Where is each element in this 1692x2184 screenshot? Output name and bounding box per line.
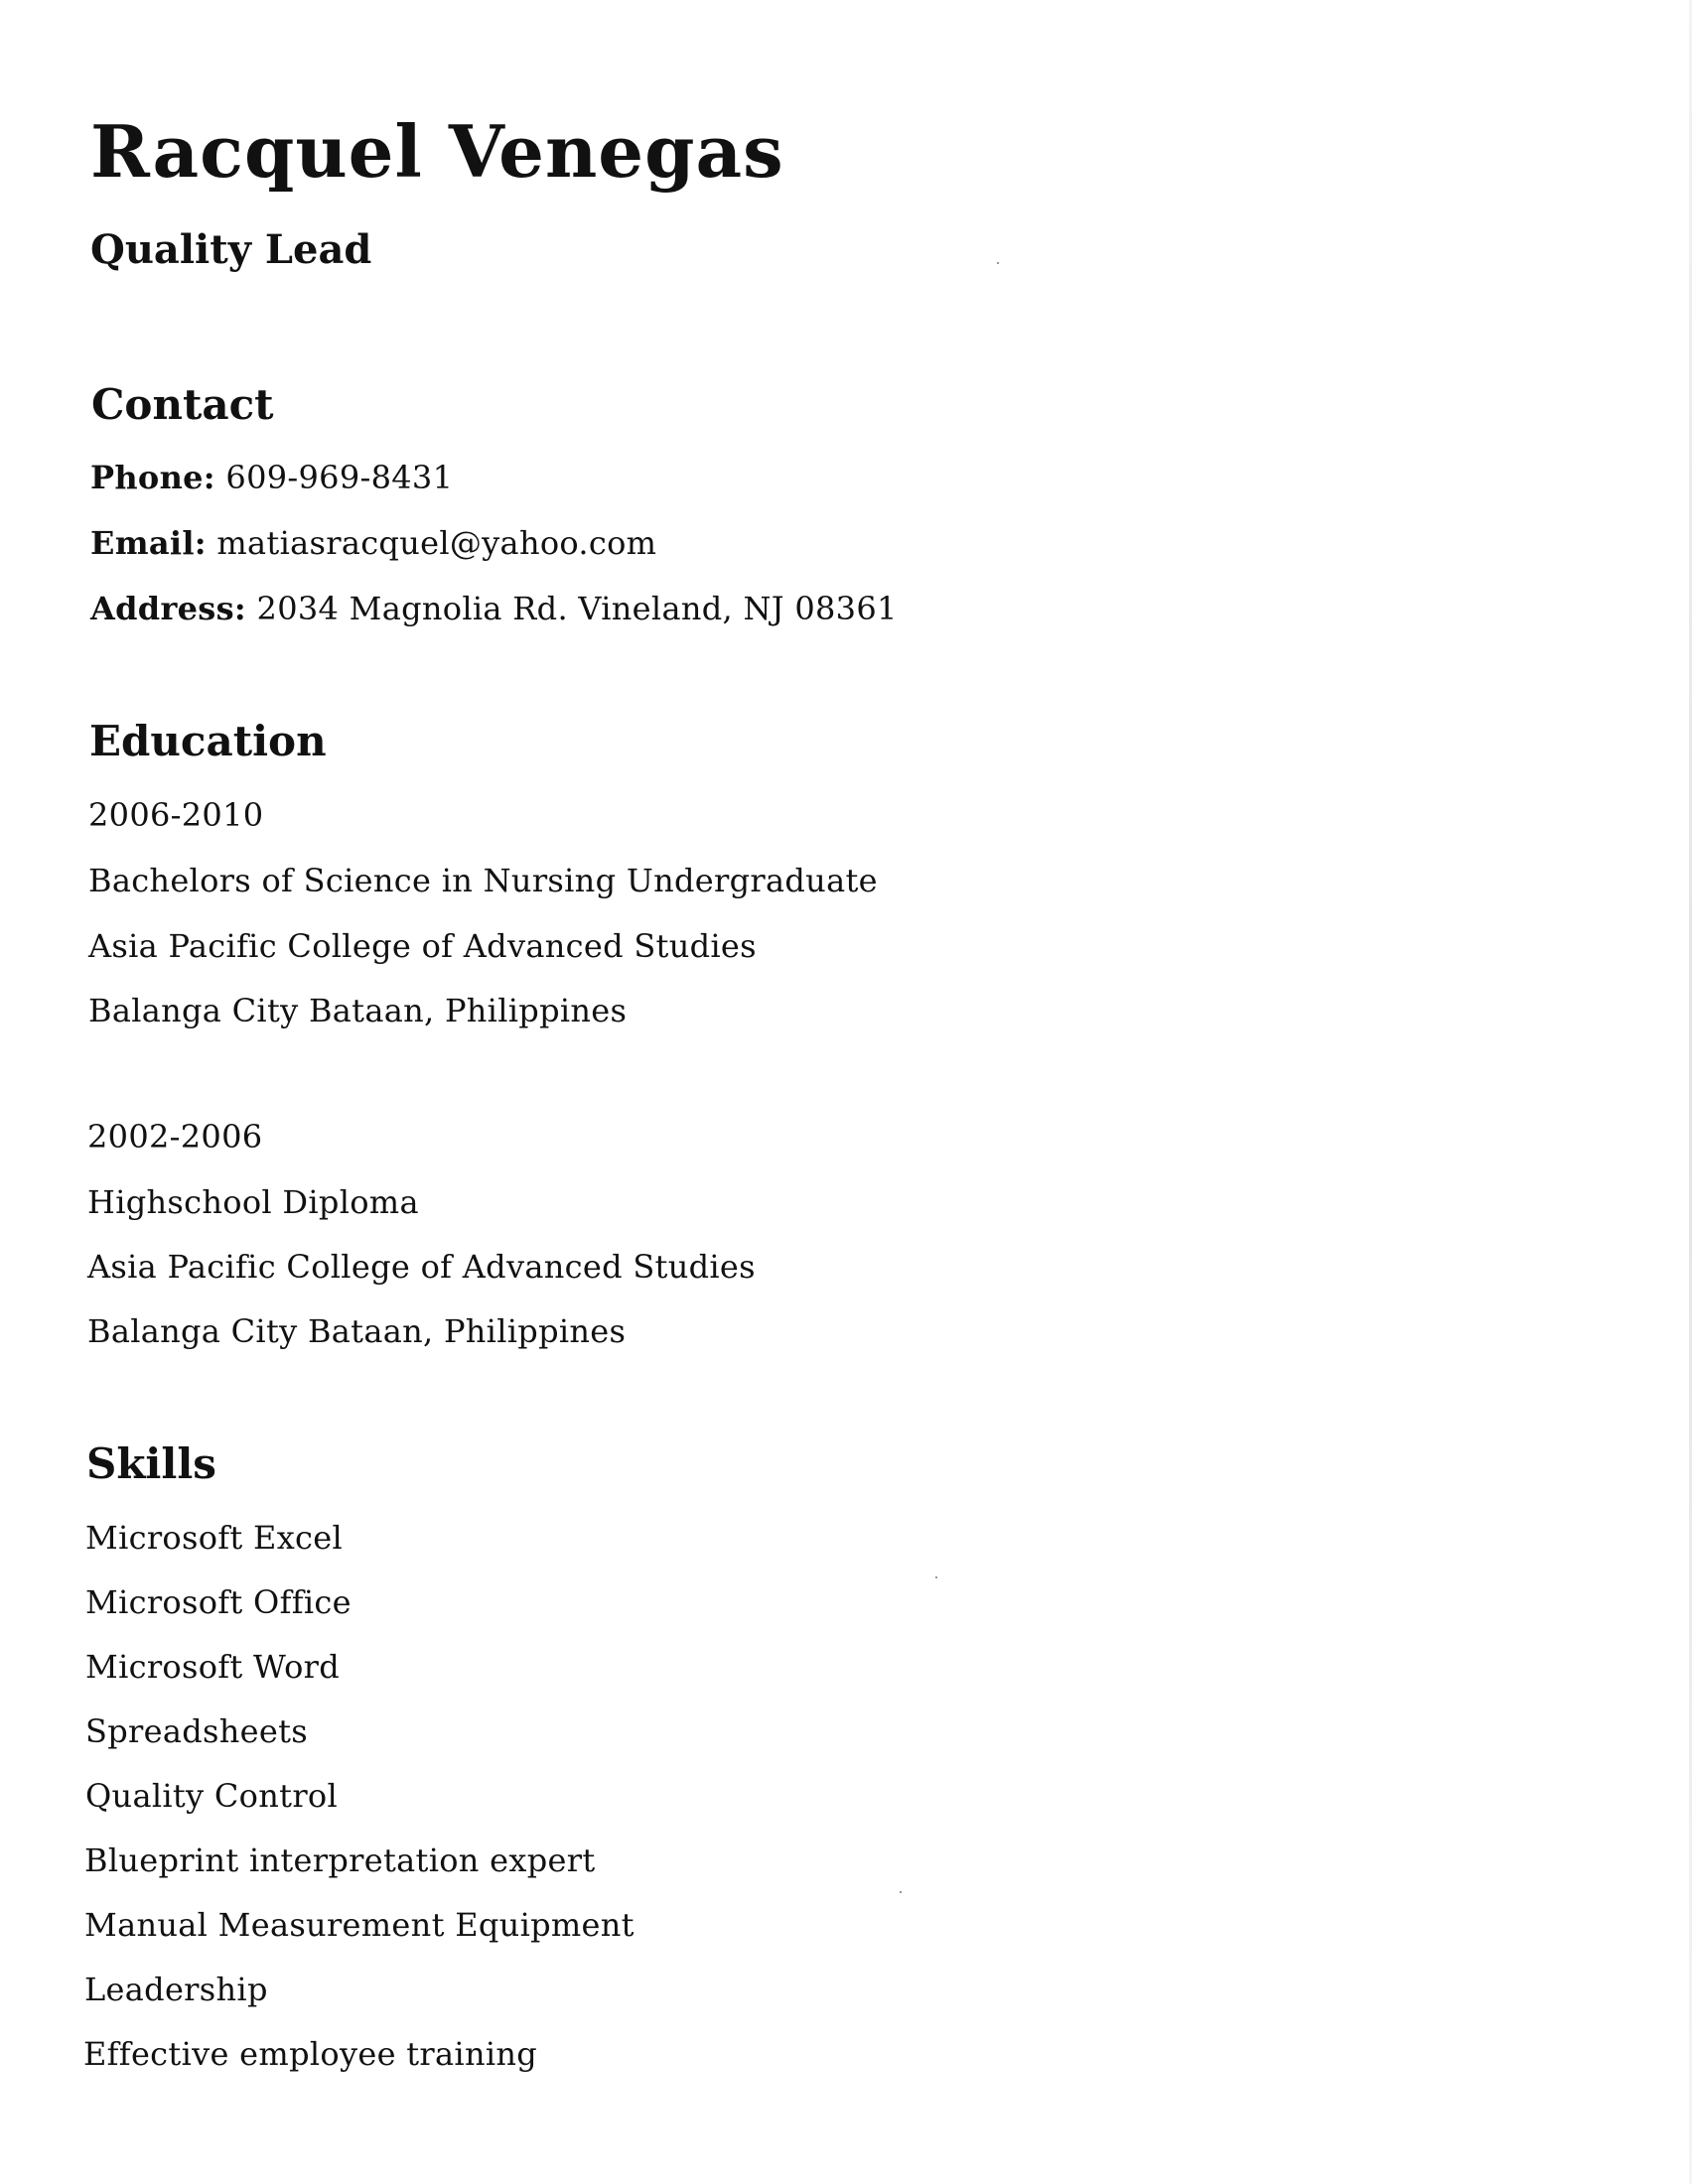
education-years: 2006-2010 xyxy=(88,796,264,834)
education-years: 2002-2006 xyxy=(87,1118,263,1156)
phone-line xyxy=(90,457,453,498)
education-degree: Highschool Diploma xyxy=(87,1183,419,1221)
address-value: 2034 Magnolia Rd. Vineland, NJ 08361 xyxy=(256,590,898,627)
email-value: matiasracquel@yahoo.com xyxy=(216,524,657,562)
skill-item: Microsoft Word xyxy=(85,1648,341,1686)
scan-speck xyxy=(935,1576,937,1578)
contact-heading: Contact xyxy=(91,380,274,429)
skill-item: Spreadsheets xyxy=(85,1712,308,1750)
education-location: Balanga City Bataan, Philippines xyxy=(87,1312,627,1350)
phone-value: 609-969-8431 xyxy=(225,459,454,496)
skill-item: Microsoft Excel xyxy=(85,1519,344,1557)
skill-item: Leadership xyxy=(84,1971,268,2008)
email-line xyxy=(90,522,656,564)
scan-speck xyxy=(997,262,999,264)
education-school: Asia Pacific College of Advanced Studies xyxy=(88,927,757,965)
education-heading: Education xyxy=(89,717,327,765)
education-degree: Bachelors of Science in Nursing Undergraduate xyxy=(88,862,878,899)
address-label: Address: xyxy=(90,590,247,627)
skill-item: Effective employee training xyxy=(83,2035,538,2073)
skill-item: Microsoft Office xyxy=(85,1583,352,1621)
address-line xyxy=(90,588,898,629)
email-label: Email: xyxy=(90,524,207,562)
scan-speck xyxy=(900,1891,902,1893)
candidate-name: Racquel Venegas xyxy=(90,109,784,194)
phone-label: Phone: xyxy=(90,459,215,496)
skill-item: Manual Measurement Equipment xyxy=(84,1906,634,1944)
skill-item: Quality Control xyxy=(85,1777,339,1815)
skills-heading: Skills xyxy=(86,1439,216,1488)
job-title: Quality Lead xyxy=(90,226,372,273)
education-location: Balanga City Bataan, Philippines xyxy=(88,992,628,1029)
skill-item: Blueprint interpretation expert xyxy=(84,1842,596,1879)
education-school: Asia Pacific College of Advanced Studies xyxy=(87,1248,756,1286)
